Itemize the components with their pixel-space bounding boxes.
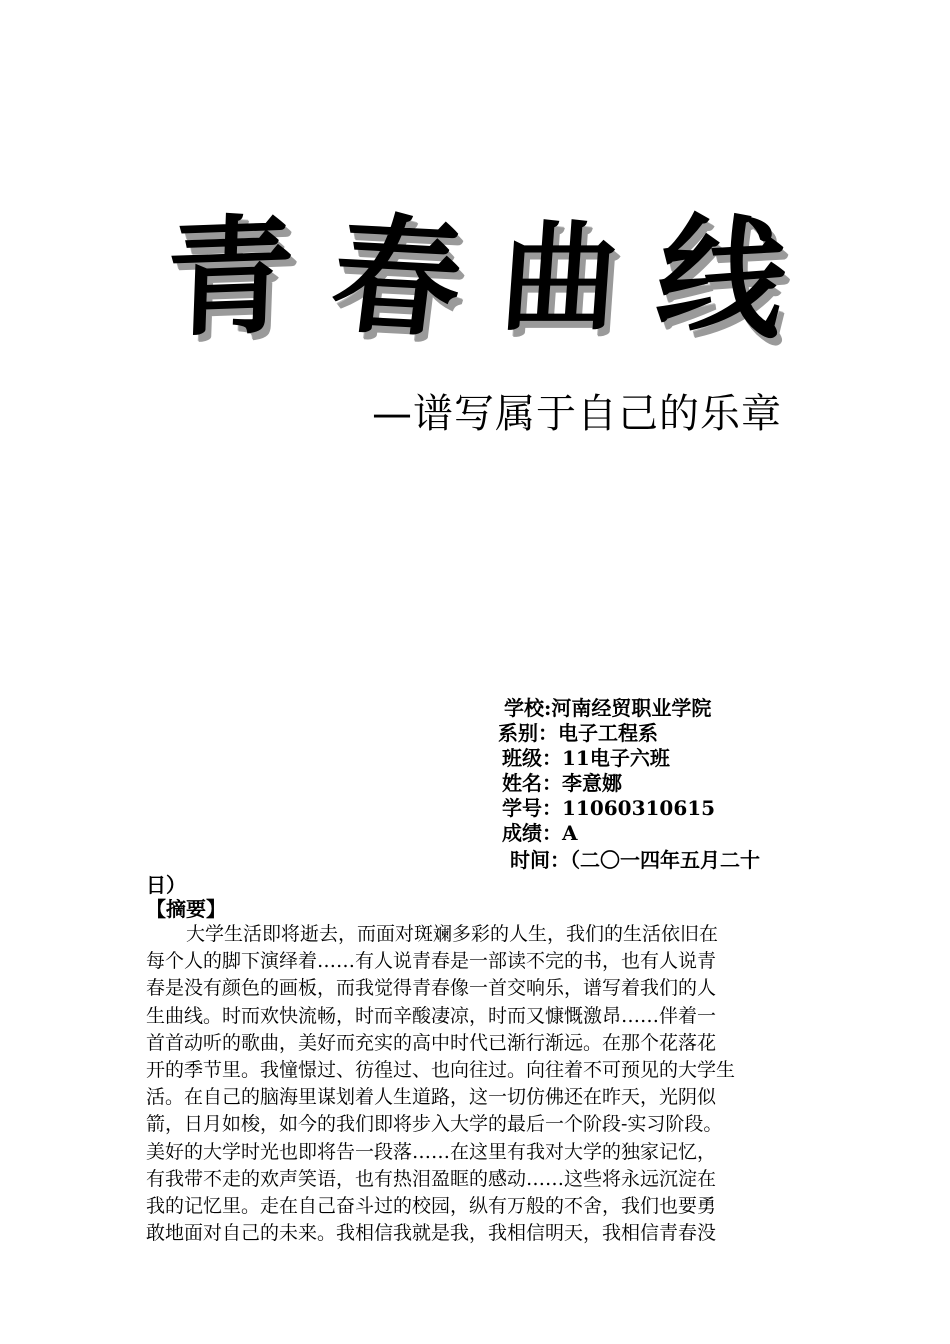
abstract-line: 有我带不走的欢声笑语，也有热泪盈眶的感动……这些将永远沉淀在 [146, 1167, 717, 1190]
abstract-body [146, 921, 810, 1247]
abstract-line: 每个人的脚下演绎着……有人说青春是一部读不完的书，也有人说青 [146, 950, 717, 973]
abstract-line: 开的季节里。我憧憬过、彷徨过、也向往过。向往着不可预见的大学生 [146, 1058, 736, 1081]
title-char: 线 [647, 198, 796, 358]
info-name: 姓名：李意娜 [502, 771, 622, 795]
abstract-line: 我的记忆里。走在自己奋斗过的校园，纵有万般的不舍，我们也要勇 [146, 1194, 717, 1217]
abstract-line: 活。在自己的脑海里谋划着人生道路，这一切仿佛还在昨天，光阴似 [146, 1086, 717, 1109]
info-student-id: 学号：11060310615 [502, 796, 716, 820]
student-info [498, 696, 818, 846]
abstract-line: 敢地面对自己的未来。我相信我就是我，我相信明天，我相信青春没 [146, 1222, 717, 1245]
abstract-line: 大学生活即将逝去，而面对斑斓多彩的人生，我们的生活依旧在 [186, 923, 719, 945]
abstract-heading: 【摘要】 [146, 897, 226, 921]
info-school: 学校:河南经贸职业学院 [504, 696, 712, 720]
info-class: 班级：11电子六班 [502, 746, 670, 770]
info-grade: 成绩：A [502, 821, 578, 845]
abstract-line: 首首动听的歌曲，美好而充实的高中时代已渐行渐远。在那个花落花 [146, 1031, 717, 1054]
info-time: 时间：（二〇一四年五月二十 [510, 848, 760, 872]
abstract-line: 箭，日月如梭，如今的我们即将步入大学的最后一个阶段-实习阶段。 [146, 1113, 723, 1136]
title-char: 曲 [495, 208, 624, 347]
abstract-line: 美好的大学时光也即将告一段落……在这里有我对大学的独家记忆， [146, 1140, 717, 1163]
info-time-tail: 日） [146, 873, 186, 897]
title-char: 青 [163, 200, 297, 356]
title-char: 春 [324, 199, 471, 357]
abstract-line: 生曲线。时而欢快流畅，时而辛酸凄凉，时而又慷慨激昂……伴着一 [146, 1004, 717, 1027]
abstract-line: 春是没有颜色的画板，而我觉得青春像一首交响乐，谱写着我们的人 [146, 977, 717, 1000]
info-department: 系别：电子工程系 [498, 721, 658, 745]
subtitle: —谱写属于自己的乐章 [372, 391, 782, 437]
main-title [163, 198, 796, 358]
